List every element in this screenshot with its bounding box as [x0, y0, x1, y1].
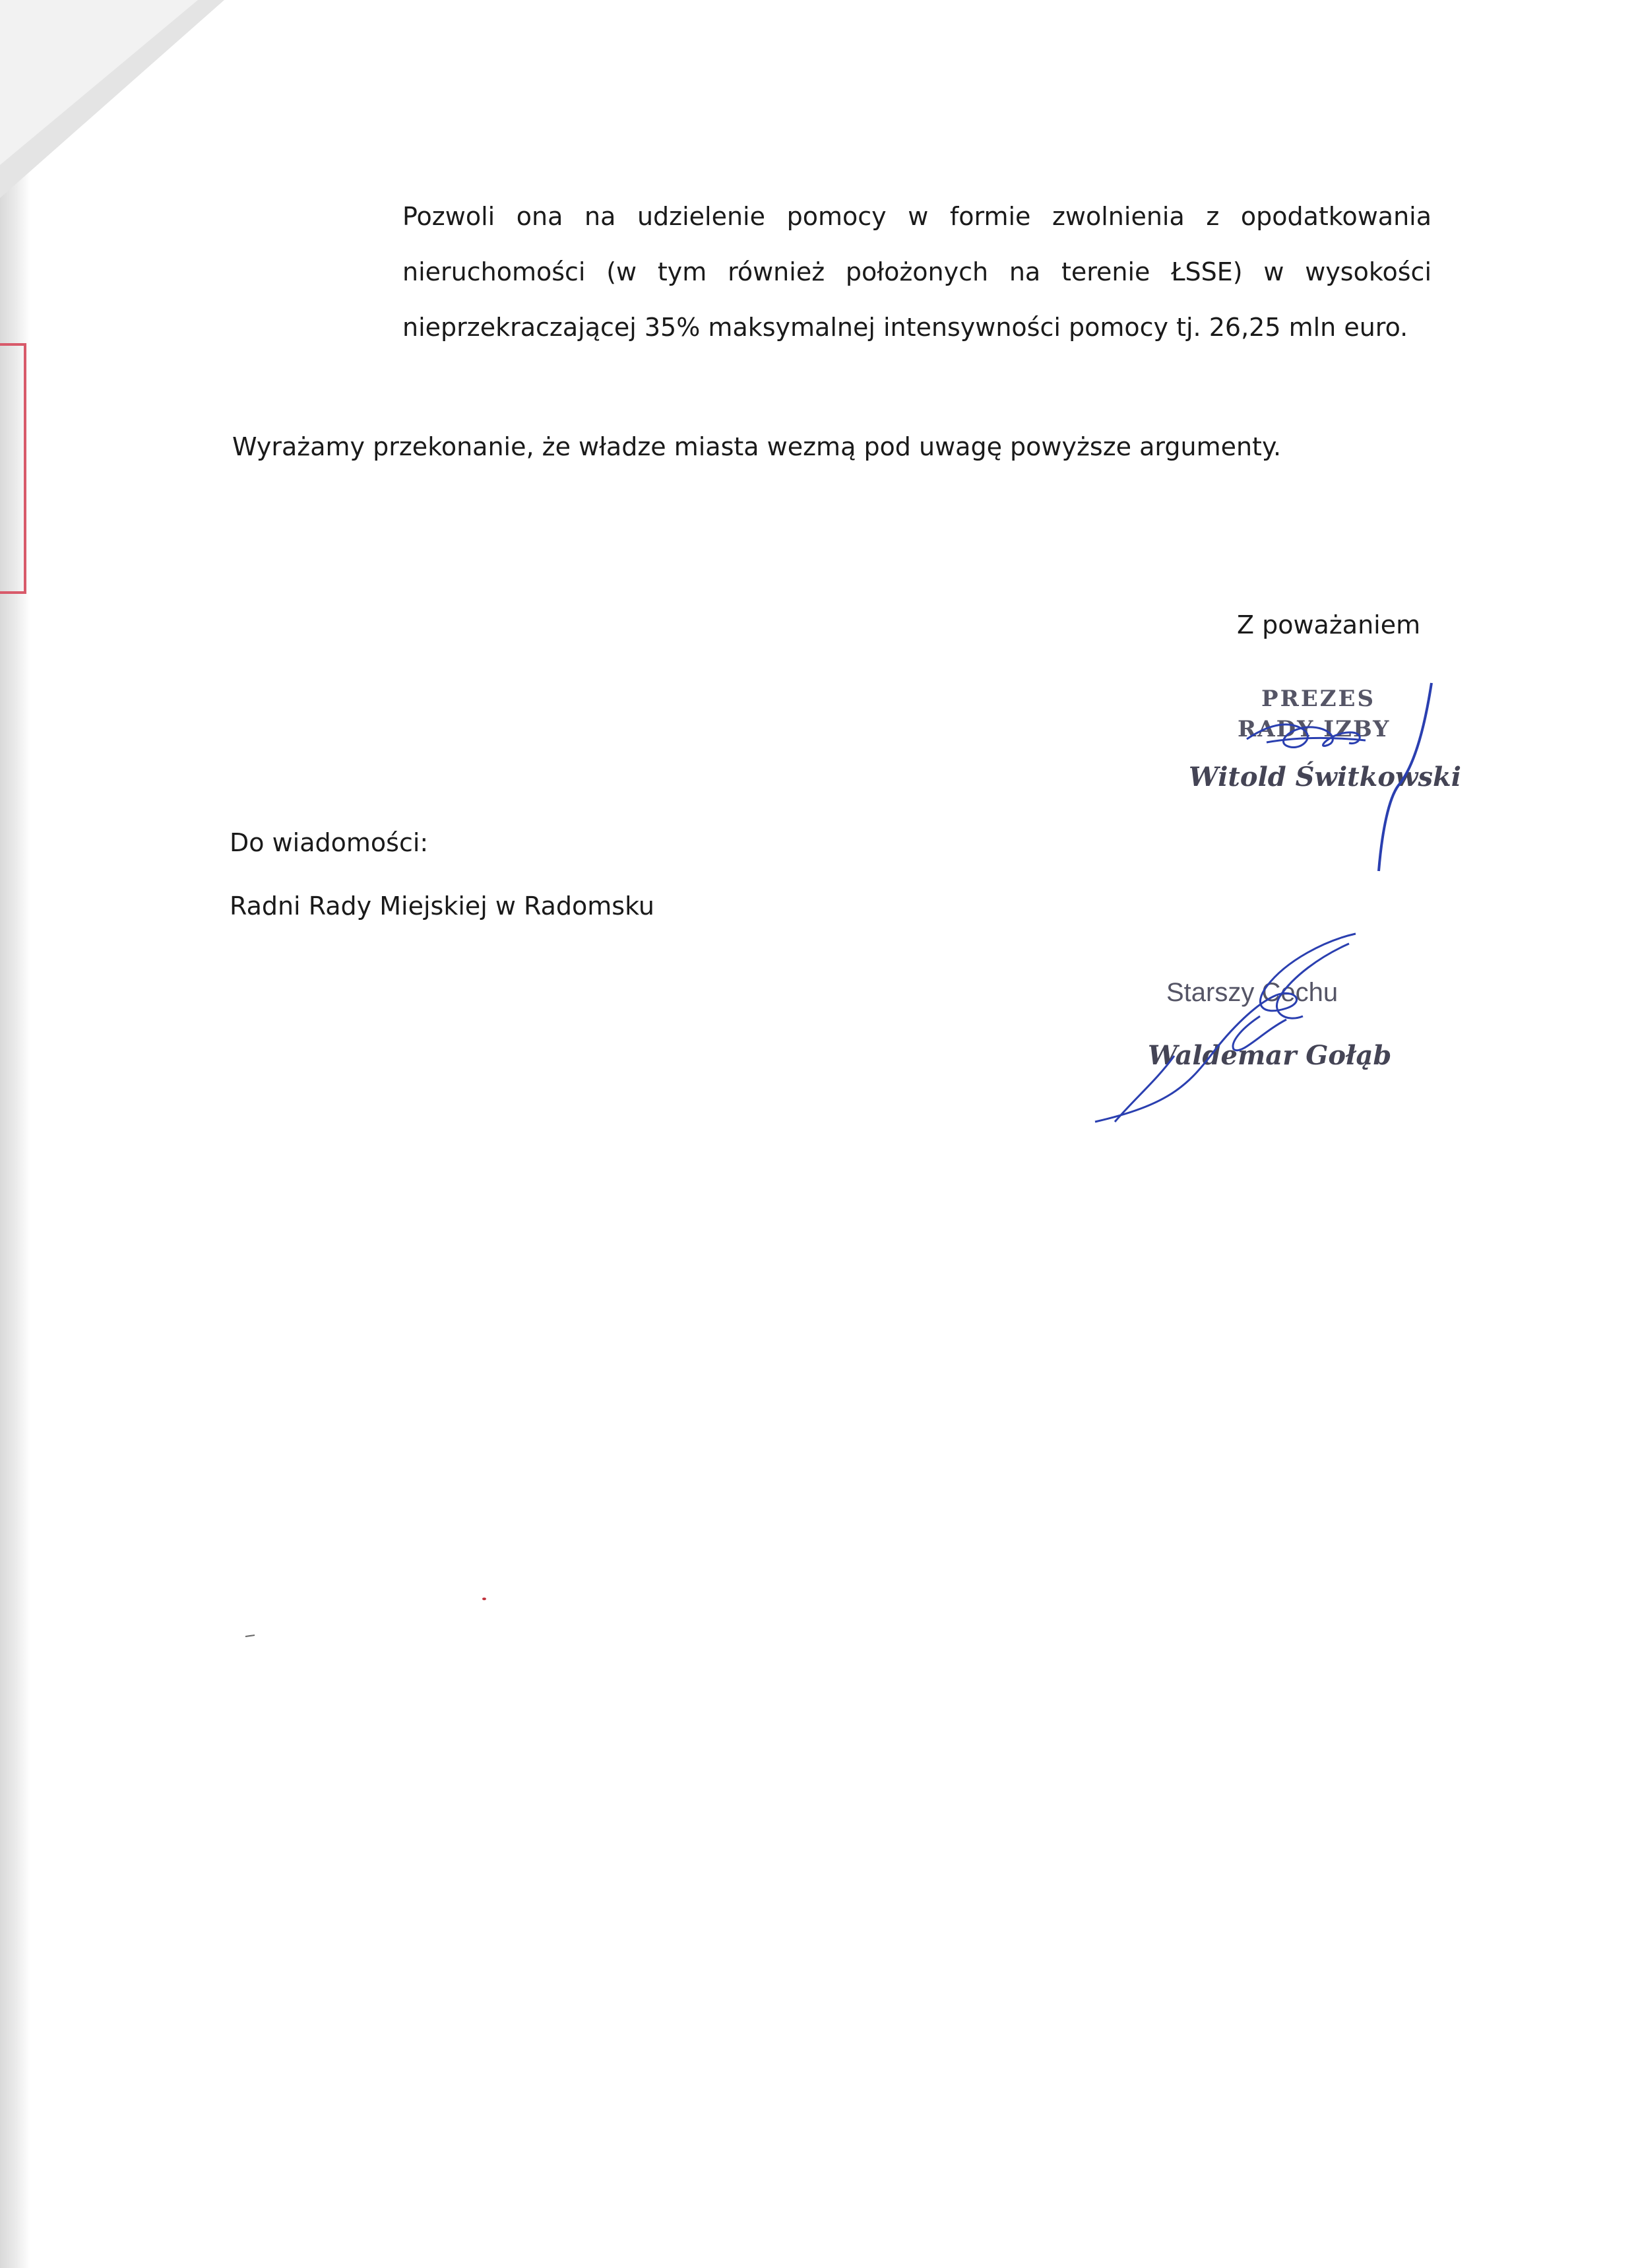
- scan-speck: [245, 1634, 256, 1638]
- scan-red-margin-mark: [0, 343, 26, 594]
- paragraph-line: nieruchomości (w tym również położonych na terenie ŁSSE) w wysokości: [402, 257, 1432, 286]
- cc-recipient: Radni Rady Miejskiej w Radomsku: [230, 891, 655, 921]
- president-signature: [1240, 680, 1438, 878]
- stamp-title-line2: RADY IZBY: [1238, 716, 1391, 742]
- stamp-guild-name: Waldemar Gołąb: [1148, 1040, 1392, 1071]
- salutation: Z poważaniem: [1237, 610, 1421, 639]
- cc-label: Do wiadomości:: [230, 828, 429, 857]
- closing-statement: Wyrażamy przekonanie, że władze miasta wezmą pod uwagę powyższe argumenty.: [232, 432, 1282, 461]
- stamp-guild-title: Starszy Cechu: [1166, 978, 1338, 1007]
- paragraph-line: Pozwoli ona na udzielenie pomocy w formie zwolnienia z opodatkowania: [402, 202, 1432, 231]
- guild-elder-signature: [1088, 924, 1366, 1128]
- stamp-president-name: Witold Świtkowski: [1189, 761, 1461, 793]
- scan-left-edge-shadow: [0, 0, 30, 2268]
- scan-folded-corner: [0, 0, 237, 211]
- scan-speck: [482, 1597, 487, 1601]
- body-paragraph: [402, 189, 1432, 355]
- paragraph-line: nieprzekraczającej 35% maksymalnej intensywności pomocy tj. 26,25 mln euro.: [402, 313, 1408, 342]
- stamp-title-line1: PREZES: [1261, 686, 1376, 712]
